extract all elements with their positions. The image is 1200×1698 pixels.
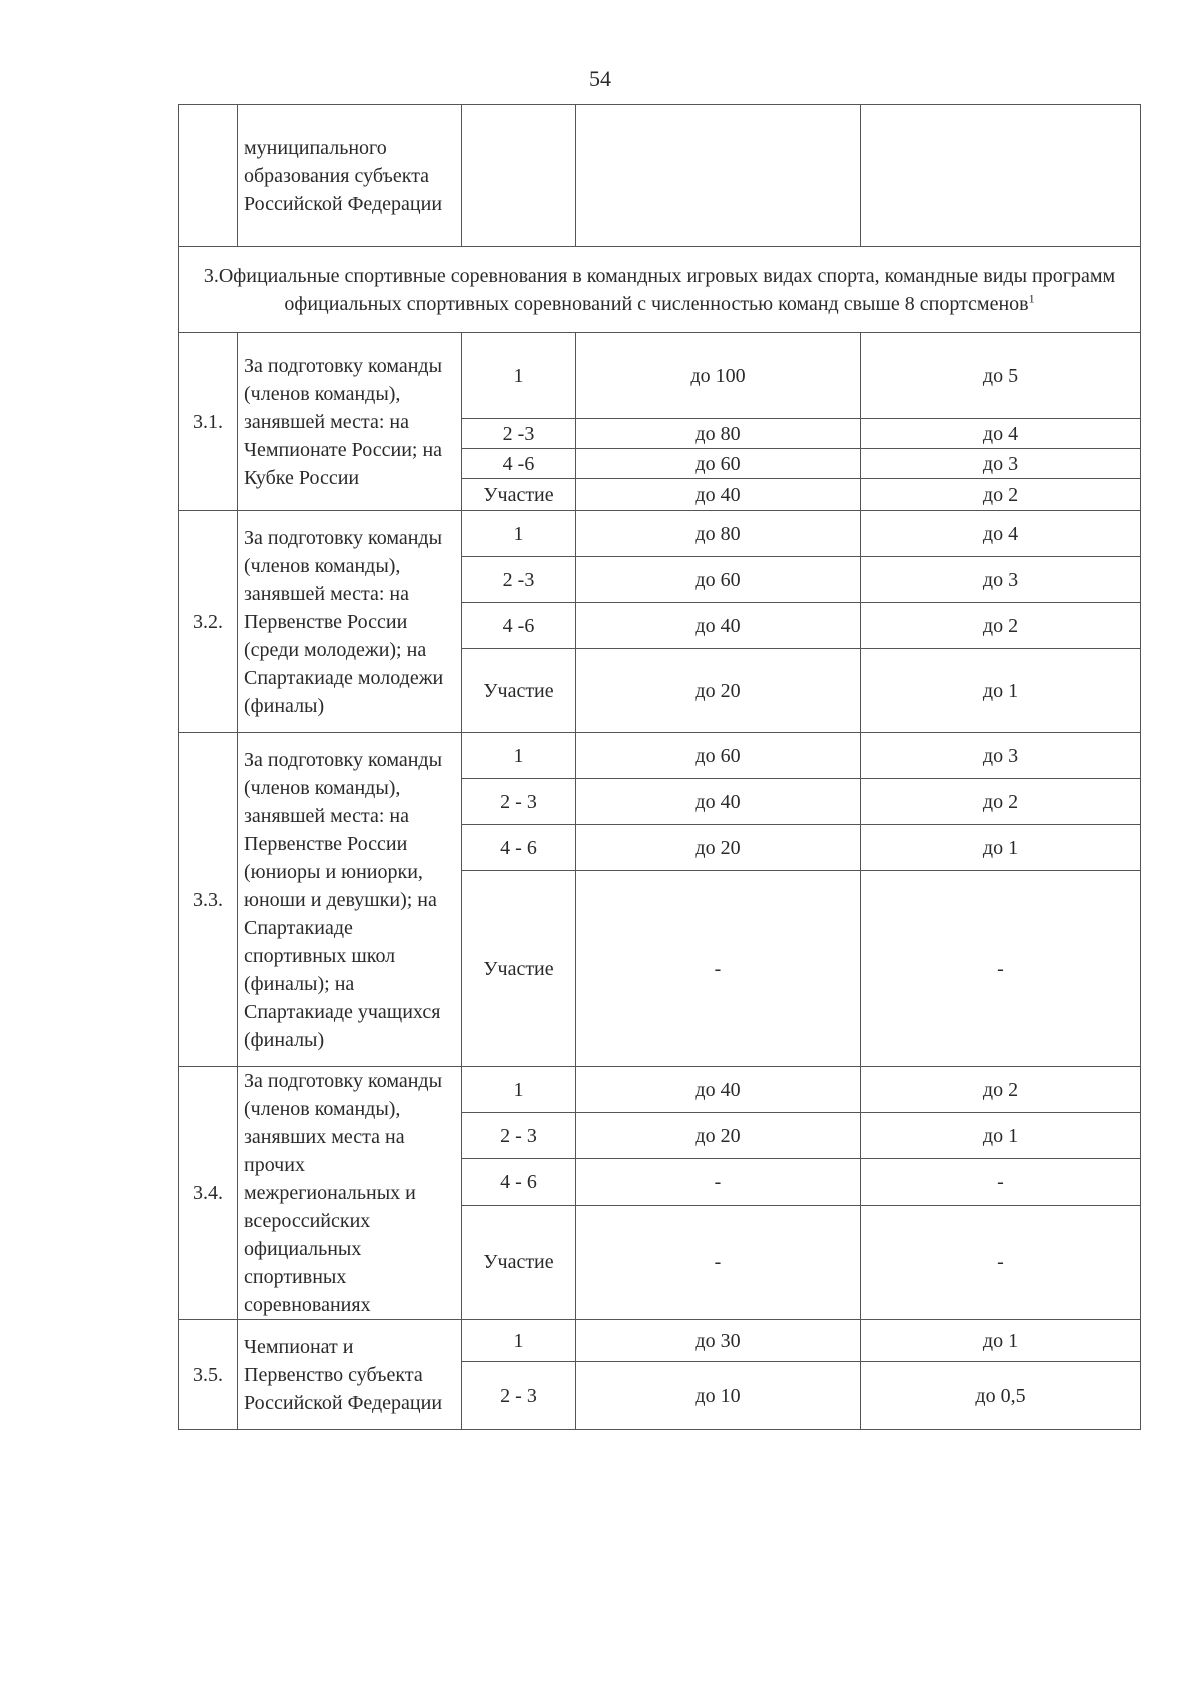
value-a-cell: - (576, 1159, 861, 1205)
place-cell: 2 - 3 (462, 1113, 576, 1159)
value-b-cell: до 2 (861, 1067, 1141, 1113)
continuation-value-b-cell (861, 105, 1141, 247)
value-b-cell: до 1 (861, 649, 1141, 733)
value-a-cell: до 20 (576, 825, 861, 871)
table-row (179, 1320, 1141, 1362)
value-b-cell: до 3 (861, 449, 1141, 479)
group-number: 3.3. (179, 733, 238, 1067)
place-cell: 1 (462, 1320, 576, 1362)
place-cell: Участие (462, 649, 576, 733)
place-cell: 1 (462, 1067, 576, 1113)
group-number: 3.4. (179, 1067, 238, 1320)
value-a-cell: до 20 (576, 649, 861, 733)
value-a-cell: - (576, 871, 861, 1067)
section-title-cell (179, 247, 1141, 333)
value-a-cell: до 40 (576, 479, 861, 511)
value-b-cell: до 2 (861, 779, 1141, 825)
group-description: Чемпионат и Первенство субъекта Российской Федерации (238, 1320, 462, 1430)
place-cell: 1 (462, 733, 576, 779)
group-number: 3.5. (179, 1320, 238, 1430)
table-row (179, 333, 1141, 419)
place-cell: 1 (462, 333, 576, 419)
rewards-table (178, 104, 1141, 1430)
value-a-cell: до 10 (576, 1362, 861, 1430)
value-b-cell: до 3 (861, 733, 1141, 779)
value-b-cell: до 4 (861, 511, 1141, 557)
place-cell: Участие (462, 871, 576, 1067)
value-a-cell: до 60 (576, 733, 861, 779)
place-cell: Участие (462, 479, 576, 511)
section-title: 3.Официальные спортивные соревнования в командных игровых видах спорта, командные виды программ официальных спортивных соревнований с численностью команд свыше 8 спортсменов (203, 264, 1116, 315)
value-b-cell: до 0,5 (861, 1362, 1141, 1430)
value-b-cell: до 4 (861, 419, 1141, 449)
value-b-cell: - (861, 1159, 1141, 1205)
group-description: За подготовку команды (членов команды), занявшей места: на Первенстве России (среди молодежи); на Спартакиаде молодежи (финалы) (238, 511, 462, 733)
place-cell: 4 - 6 (462, 1159, 576, 1205)
value-b-cell: до 5 (861, 333, 1141, 419)
value-b-cell: до 2 (861, 603, 1141, 649)
value-a-cell: до 30 (576, 1320, 861, 1362)
value-b-cell: до 2 (861, 479, 1141, 511)
value-a-cell: до 60 (576, 449, 861, 479)
place-cell: 4 - 6 (462, 825, 576, 871)
table-row (179, 1067, 1141, 1113)
value-a-cell: до 80 (576, 419, 861, 449)
value-a-cell: - (576, 1205, 861, 1319)
group-description: За подготовку команды (членов команды), занявшей места: на Первенстве России (юниоры и юниорки, юноши и девушки); на Спартакиаде спортивных школ (финалы); на Спартакиаде учащихся (финалы) (238, 733, 462, 1067)
place-cell: 4 -6 (462, 449, 576, 479)
place-cell: 2 - 3 (462, 1362, 576, 1430)
table-row (179, 511, 1141, 557)
table-row (179, 733, 1141, 779)
value-b-cell: - (861, 871, 1141, 1067)
value-a-cell: до 40 (576, 1067, 861, 1113)
page-number: 54 (589, 66, 611, 91)
group-description: За подготовку команды (членов команды), занявшей места: на Чемпионате России; на Кубке России (238, 333, 462, 511)
value-b-cell: - (861, 1205, 1141, 1319)
continuation-row (179, 105, 1141, 247)
place-cell: Участие (462, 1205, 576, 1319)
value-a-cell: до 40 (576, 603, 861, 649)
value-a-cell: до 40 (576, 779, 861, 825)
section-header-row (179, 247, 1141, 333)
continuation-num-cell (179, 105, 238, 247)
value-b-cell: до 1 (861, 1113, 1141, 1159)
place-cell: 1 (462, 511, 576, 557)
value-a-cell: до 20 (576, 1113, 861, 1159)
continuation-place-cell (462, 105, 576, 247)
footnote-mark: 1 (1028, 290, 1035, 305)
continuation-value-a-cell (576, 105, 861, 247)
value-a-cell: до 60 (576, 557, 861, 603)
group-number: 3.1. (179, 333, 238, 511)
value-a-cell: до 80 (576, 511, 861, 557)
group-number: 3.2. (179, 511, 238, 733)
place-cell: 2 -3 (462, 419, 576, 449)
group-description: За подготовку команды (членов команды), занявших места на прочих межрегиональных и всероссийских официальных спортивных соревнованиях (238, 1067, 462, 1320)
value-b-cell: до 1 (861, 1320, 1141, 1362)
value-b-cell: до 3 (861, 557, 1141, 603)
value-a-cell: до 100 (576, 333, 861, 419)
continuation-description: муниципального образования субъекта Российской Федерации (238, 105, 462, 247)
place-cell: 4 -6 (462, 603, 576, 649)
place-cell: 2 -3 (462, 557, 576, 603)
value-b-cell: до 1 (861, 825, 1141, 871)
place-cell: 2 - 3 (462, 779, 576, 825)
